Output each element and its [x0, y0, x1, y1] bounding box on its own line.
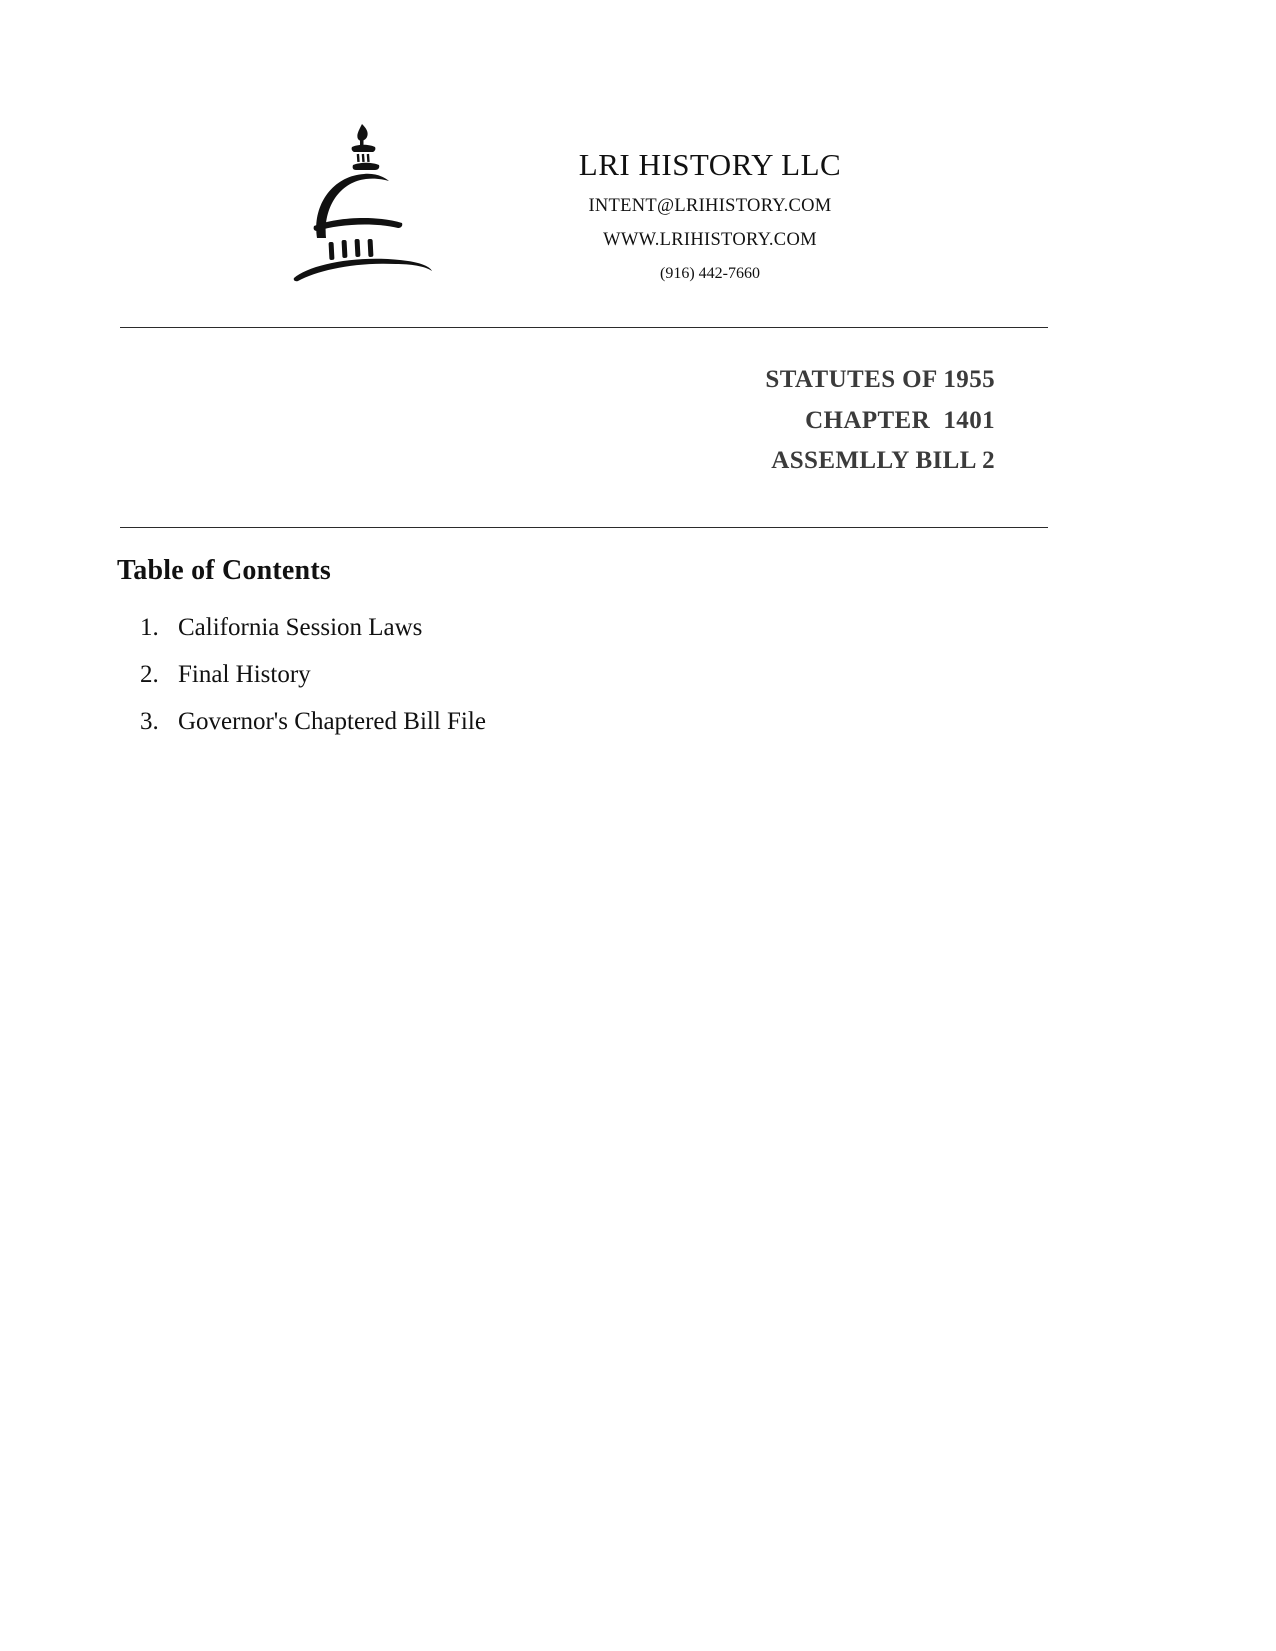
list-item-label: Governor's Chaptered Bill File [178, 708, 486, 735]
bill-line: ASSEMLLY BILL 2 [771, 447, 995, 474]
chapter-line: CHAPTER 1401 [805, 406, 995, 434]
organization-email: INTENT@LRIHISTORY.COM [588, 196, 832, 217]
organization-website: WWW.LRIHISTORY.COM [603, 230, 817, 251]
statutes-line: STATUTES OF 1955 [765, 366, 995, 393]
table-of-contents-list [140, 615, 940, 756]
organization-phone: (916) 442-7660 [660, 265, 760, 283]
list-item [140, 662, 940, 687]
organization-info [500, 118, 920, 283]
document-title-block [120, 360, 995, 482]
list-item-number: 1. [140, 614, 159, 641]
divider-bottom [120, 527, 1048, 528]
list-item-label: Final History [178, 661, 311, 688]
divider-top [120, 327, 1048, 328]
table-of-contents-heading: Table of Contents [117, 555, 331, 586]
organization-name: LRI HISTORY LLC [578, 147, 842, 182]
list-item-number: 2. [140, 661, 159, 688]
letterhead [0, 118, 1276, 288]
list-item [140, 709, 940, 734]
capitol-dome-logo-icon [290, 118, 470, 288]
list-item-label: California Session Laws [178, 614, 423, 641]
list-item-number: 3. [140, 708, 159, 735]
list-item [140, 615, 940, 640]
